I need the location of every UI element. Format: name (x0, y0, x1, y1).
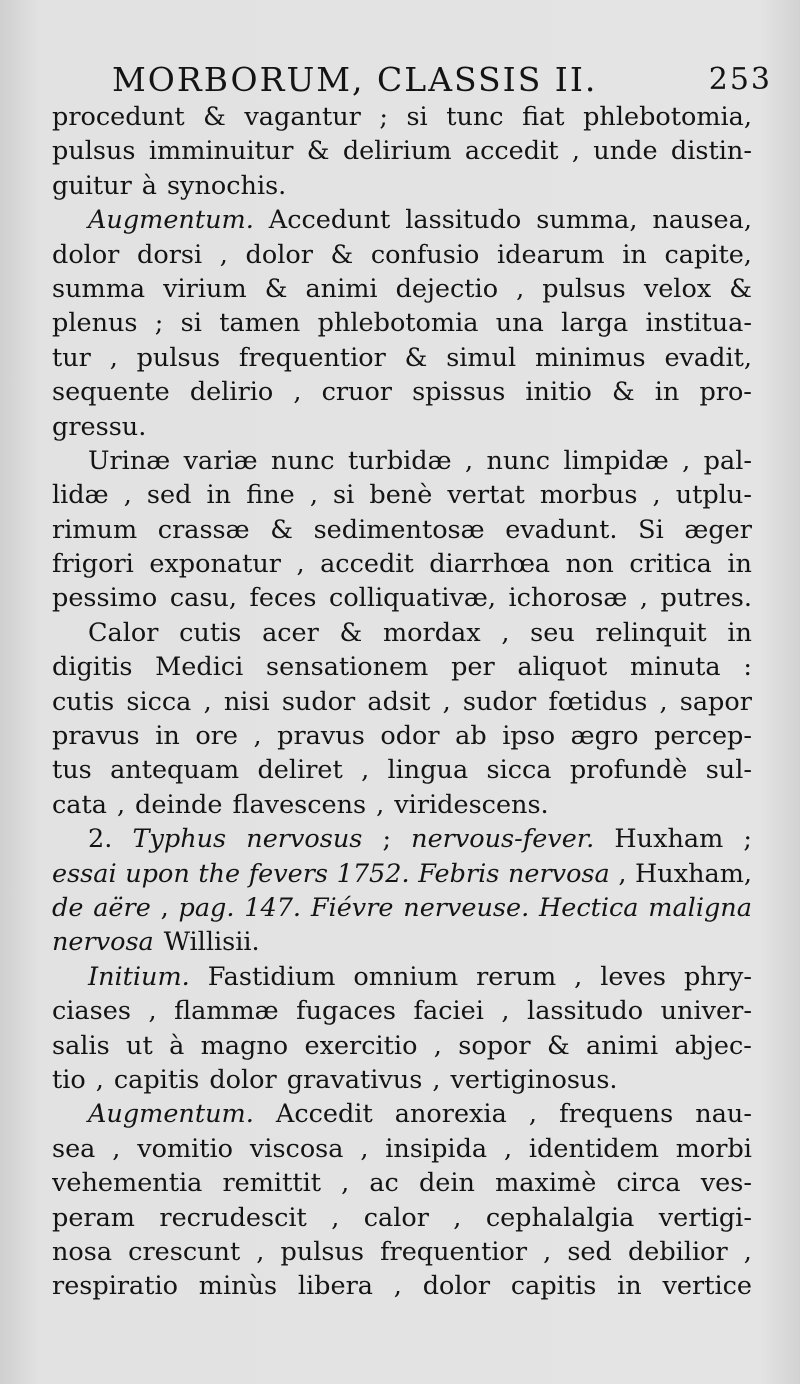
text-line: nervosa Willisii. (52, 927, 260, 958)
text-line: pravus in ore , pravus odor ab ipso ægro percep- (52, 721, 752, 752)
text-line: essai upon the fevers 1752. Febris nervosa , Huxham, (52, 858, 752, 889)
text-line: sea , vomitio viscosa , insipida , identidem morbi (52, 1133, 752, 1164)
running-header (112, 60, 772, 100)
text-line: plenus ; si tamen phlebotomia una larga institua- (52, 308, 752, 339)
text-line: tio , capitis dolor gravativus , vertiginosus. (52, 1064, 618, 1095)
text-line: Calor cutis acer & mordax , seu relinquit in (88, 617, 752, 648)
text-line: Augmentum. Accedunt lassitudo summa, nausea, (88, 205, 752, 236)
text-line: pulsus imminuitur & delirium accedit , unde distin- (52, 136, 752, 167)
text-line: sequente delirio , cruor spissus initio & in pro- (52, 377, 752, 408)
text-line: gressu. (52, 411, 147, 442)
text-line: respiratio minùs libera , dolor capitis in vertice (52, 1271, 752, 1302)
text-line: salis ut à magno exercitio , sopor & animi abjec- (52, 1030, 752, 1061)
text-line: summa virium & animi dejectio , pulsus velox & (52, 273, 752, 304)
text-line: digitis Medici sensationem per aliquot minuta : (52, 652, 752, 683)
text-line: dolor dorsi , dolor & confusio idearum in capite, (52, 239, 752, 270)
text-line: rimum crassæ & sedimentosæ evadunt. Si æger (52, 514, 752, 545)
text-line: pessimo casu, feces colliquativæ, ichorosæ , putres. (52, 583, 752, 614)
page-number: 253 (708, 62, 772, 97)
text-line: Initium. Fastidium omnium rerum , leves phry- (88, 961, 752, 992)
body-text (52, 100, 752, 1304)
text-line: Urinæ variæ nunc turbidæ , nunc limpidæ , pal- (88, 445, 752, 476)
text-line: frigori exponatur , accedit diarrhœa non critica in (52, 549, 752, 580)
text-line: vehementia remittit , ac dein maximè circa ves- (52, 1168, 752, 1199)
text-line: Augmentum. Accedit anorexia , frequens nau- (88, 1099, 752, 1130)
text-line: guitur à synochis. (52, 170, 287, 201)
text-line: cutis sicca , nisi sudor adsit , sudor fœtidus , sapor (52, 686, 752, 717)
text-line: nosa crescunt , pulsus frequentior , sed debilior , (52, 1236, 752, 1267)
text-line: de aëre , pag. 147. Fiévre nerveuse. Hectica maligna (52, 892, 752, 923)
running-title: MORBORUM, CLASSIS II. (112, 60, 598, 99)
text-line: procedunt & vagantur ; si tunc fiat phlebotomia, (52, 102, 752, 132)
text-line: tur , pulsus frequentior & simul minimus evadit, (52, 342, 752, 373)
text-line: lidæ , sed in fine , si benè vertat morbus , utplu- (52, 480, 752, 511)
text-line: cata , deinde flavescens , viridescens. (52, 789, 549, 820)
text-line: ciases , flammæ fugaces faciei , lassitudo univer- (52, 996, 752, 1027)
text-line: peram recrudescit , calor , cephalalgia vertigi- (52, 1202, 752, 1233)
text-line: 2. Typhus nervosus ; nervous-fever. Huxham ; (88, 824, 752, 855)
text-line: tus antequam deliret , lingua sicca profundè sul- (52, 755, 752, 786)
